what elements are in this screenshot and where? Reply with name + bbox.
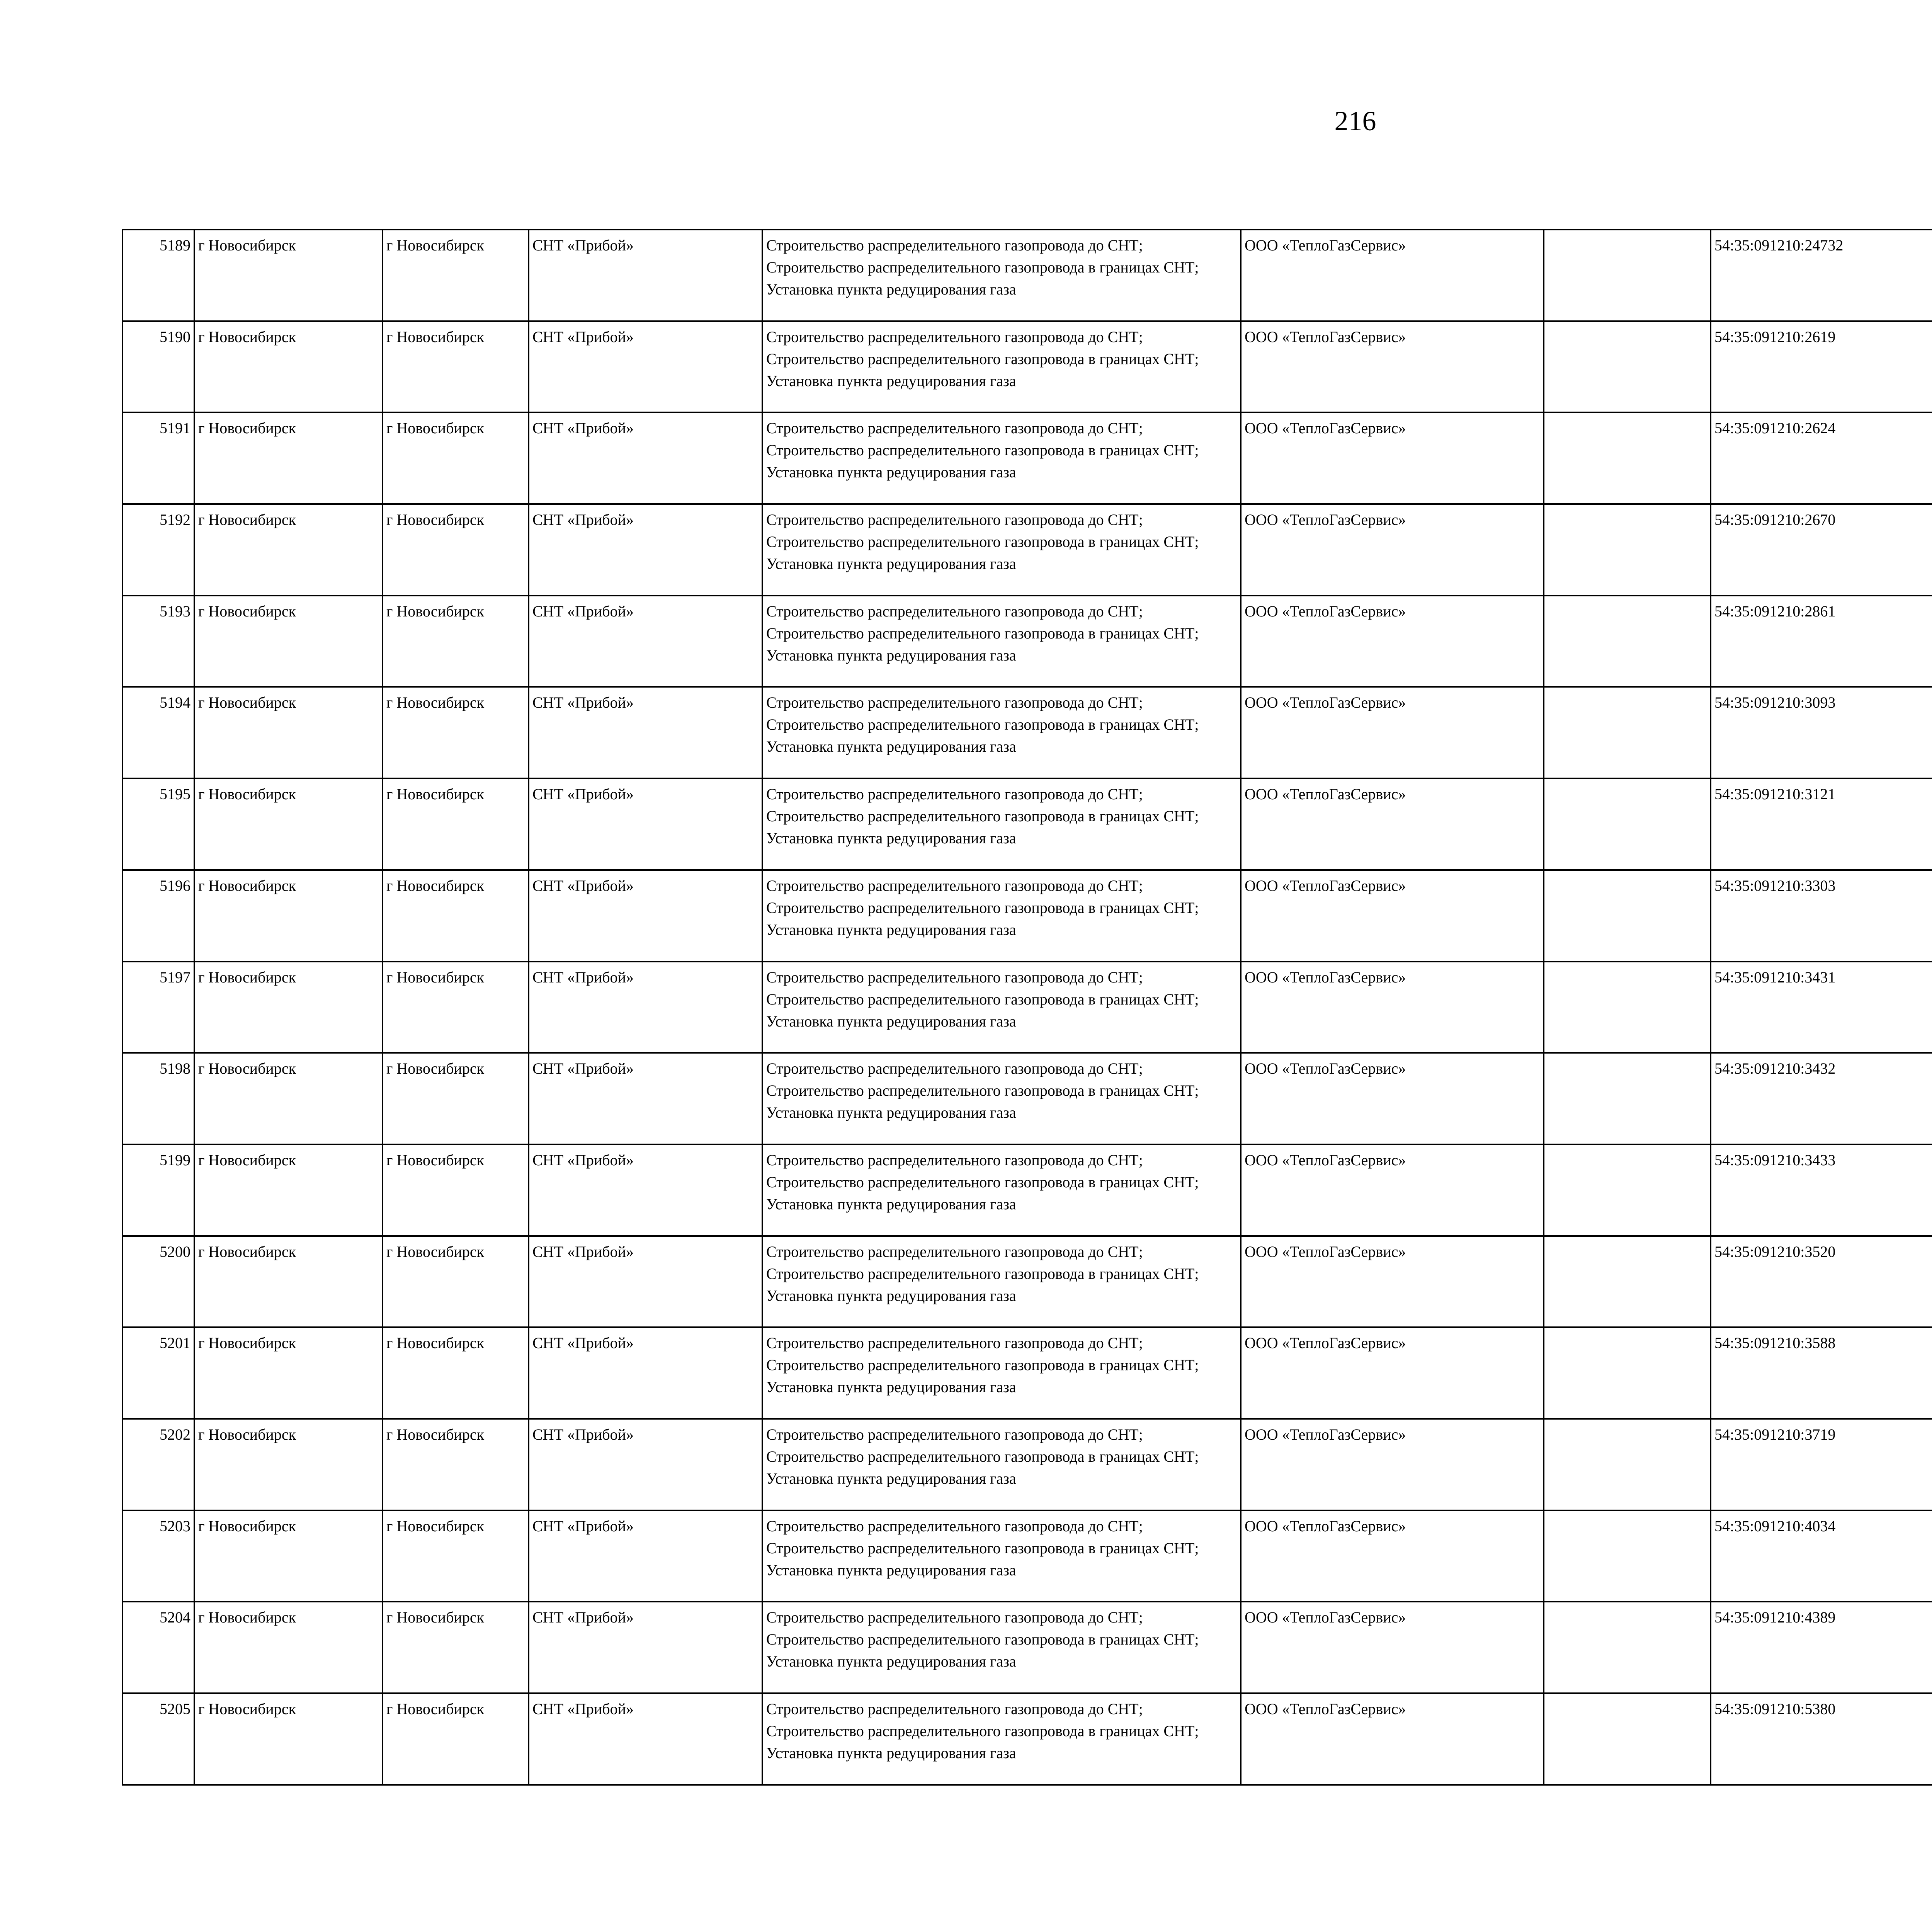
table-row bbox=[122, 321, 1932, 413]
city-cell: г Новосибирск bbox=[383, 1510, 529, 1602]
table-body bbox=[122, 230, 1932, 1785]
row-number-cell: 5199 bbox=[122, 1144, 194, 1236]
row-number-cell: 5197 bbox=[122, 962, 194, 1053]
region-cell: г Новосибирск bbox=[194, 1144, 383, 1236]
snt-name-cell: СНТ «Прибой» bbox=[529, 870, 762, 962]
empty-cell bbox=[1544, 321, 1711, 413]
table-row bbox=[122, 504, 1932, 596]
cadastral-number-cell: 54:35:091210:3432 bbox=[1711, 1053, 1932, 1144]
row-number-cell: 5191 bbox=[122, 412, 194, 504]
work-description-cell: Строительство распределительного газопровода до СНТ; Строительство распределительного газопровода в границах СНТ; Установка пункта редуцирования газа bbox=[762, 230, 1241, 321]
empty-cell bbox=[1544, 230, 1711, 321]
region-cell: г Новосибирск bbox=[194, 1236, 383, 1328]
empty-cell bbox=[1544, 504, 1711, 596]
region-cell: г Новосибирск bbox=[194, 504, 383, 596]
work-description-cell: Строительство распределительного газопровода до СНТ; Строительство распределительного газопровода в границах СНТ; Установка пункта редуцирования газа bbox=[762, 596, 1241, 687]
region-cell: г Новосибирск bbox=[194, 1419, 383, 1510]
snt-name-cell: СНТ «Прибой» bbox=[529, 1693, 762, 1785]
snt-name-cell: СНТ «Прибой» bbox=[529, 1144, 762, 1236]
empty-cell bbox=[1544, 1510, 1711, 1602]
city-cell: г Новосибирск bbox=[383, 1602, 529, 1693]
work-description-cell: Строительство распределительного газопровода до СНТ; Строительство распределительного газопровода в границах СНТ; Установка пункта редуцирования газа bbox=[762, 778, 1241, 870]
region-cell: г Новосибирск bbox=[194, 412, 383, 504]
table-row bbox=[122, 962, 1932, 1053]
table-row bbox=[122, 1693, 1932, 1785]
page-number: 216 bbox=[1334, 106, 1376, 136]
table-row bbox=[122, 1236, 1932, 1328]
city-cell: г Новосибирск bbox=[383, 504, 529, 596]
work-description-cell: Строительство распределительного газопровода до СНТ; Строительство распределительного газопровода в границах СНТ; Установка пункта редуцирования газа bbox=[762, 1510, 1241, 1602]
work-description-cell: Строительство распределительного газопровода до СНТ; Строительство распределительного газопровода в границах СНТ; Установка пункта редуцирования газа bbox=[762, 1693, 1241, 1785]
organization-cell: ООО «ТеплоГазСервис» bbox=[1241, 412, 1544, 504]
work-description-cell: Строительство распределительного газопровода до СНТ; Строительство распределительного газопровода в границах СНТ; Установка пункта редуцирования газа bbox=[762, 1236, 1241, 1328]
city-cell: г Новосибирск bbox=[383, 412, 529, 504]
empty-cell bbox=[1544, 687, 1711, 778]
work-description-cell: Строительство распределительного газопровода до СНТ; Строительство распределительного газопровода в границах СНТ; Установка пункта редуцирования газа bbox=[762, 1602, 1241, 1693]
work-description-cell: Строительство распределительного газопровода до СНТ; Строительство распределительного газопровода в границах СНТ; Установка пункта редуцирования газа bbox=[762, 1144, 1241, 1236]
city-cell: г Новосибирск bbox=[383, 1693, 529, 1785]
work-description-cell: Строительство распределительного газопровода до СНТ; Строительство распределительного газопровода в границах СНТ; Установка пункта редуцирования газа bbox=[762, 412, 1241, 504]
row-number-cell: 5192 bbox=[122, 504, 194, 596]
organization-cell: ООО «ТеплоГазСервис» bbox=[1241, 1602, 1544, 1693]
row-number-cell: 5202 bbox=[122, 1419, 194, 1510]
snt-name-cell: СНТ «Прибой» bbox=[529, 230, 762, 321]
work-description-cell: Строительство распределительного газопровода до СНТ; Строительство распределительного газопровода в границах СНТ; Установка пункта редуцирования газа bbox=[762, 1327, 1241, 1419]
region-cell: г Новосибирск bbox=[194, 870, 383, 962]
empty-cell bbox=[1544, 1053, 1711, 1144]
work-description-cell: Строительство распределительного газопровода до СНТ; Строительство распределительного газопровода в границах СНТ; Установка пункта редуцирования газа bbox=[762, 504, 1241, 596]
city-cell: г Новосибирск bbox=[383, 962, 529, 1053]
snt-name-cell: СНТ «Прибой» bbox=[529, 687, 762, 778]
cadastral-number-cell: 54:35:091210:3719 bbox=[1711, 1419, 1932, 1510]
organization-cell: ООО «ТеплоГазСервис» bbox=[1241, 321, 1544, 413]
city-cell: г Новосибирск bbox=[383, 1236, 529, 1328]
row-number-cell: 5193 bbox=[122, 596, 194, 687]
snt-name-cell: СНТ «Прибой» bbox=[529, 504, 762, 596]
organization-cell: ООО «ТеплоГазСервис» bbox=[1241, 1693, 1544, 1785]
snt-name-cell: СНТ «Прибой» bbox=[529, 1602, 762, 1693]
table-row bbox=[122, 1144, 1932, 1236]
cadastral-number-cell: 54:35:091210:24732 bbox=[1711, 230, 1932, 321]
cadastral-number-cell: 54:35:091210:3303 bbox=[1711, 870, 1932, 962]
region-cell: г Новосибирск bbox=[194, 230, 383, 321]
organization-cell: ООО «ТеплоГазСервис» bbox=[1241, 1236, 1544, 1328]
empty-cell bbox=[1544, 596, 1711, 687]
snt-name-cell: СНТ «Прибой» bbox=[529, 412, 762, 504]
row-number-cell: 5194 bbox=[122, 687, 194, 778]
organization-cell: ООО «ТеплоГазСервис» bbox=[1241, 1053, 1544, 1144]
snt-name-cell: СНТ «Прибой» bbox=[529, 1419, 762, 1510]
row-number-cell: 5196 bbox=[122, 870, 194, 962]
city-cell: г Новосибирск bbox=[383, 230, 529, 321]
table-row bbox=[122, 1510, 1932, 1602]
table-row bbox=[122, 1327, 1932, 1419]
organization-cell: ООО «ТеплоГазСервис» bbox=[1241, 230, 1544, 321]
cadastral-number-cell: 54:35:091210:3121 bbox=[1711, 778, 1932, 870]
row-number-cell: 5195 bbox=[122, 778, 194, 870]
city-cell: г Новосибирск bbox=[383, 1053, 529, 1144]
empty-cell bbox=[1544, 870, 1711, 962]
organization-cell: ООО «ТеплоГазСервис» bbox=[1241, 596, 1544, 687]
table-row bbox=[122, 778, 1932, 870]
snt-name-cell: СНТ «Прибой» bbox=[529, 962, 762, 1053]
city-cell: г Новосибирск bbox=[383, 870, 529, 962]
row-number-cell: 5189 bbox=[122, 230, 194, 321]
table-row bbox=[122, 412, 1932, 504]
cadastral-number-cell: 54:35:091210:3431 bbox=[1711, 962, 1932, 1053]
snt-name-cell: СНТ «Прибой» bbox=[529, 1327, 762, 1419]
table-row bbox=[122, 1602, 1932, 1693]
cadastral-number-cell: 54:35:091210:3093 bbox=[1711, 687, 1932, 778]
city-cell: г Новосибирск bbox=[383, 1144, 529, 1236]
city-cell: г Новосибирск bbox=[383, 596, 529, 687]
snt-name-cell: СНТ «Прибой» bbox=[529, 778, 762, 870]
organization-cell: ООО «ТеплоГазСервис» bbox=[1241, 962, 1544, 1053]
table-row bbox=[122, 1419, 1932, 1510]
work-description-cell: Строительство распределительного газопровода до СНТ; Строительство распределительного газопровода в границах СНТ; Установка пункта редуцирования газа bbox=[762, 1053, 1241, 1144]
cadastral-number-cell: 54:35:091210:4389 bbox=[1711, 1602, 1932, 1693]
cadastral-number-cell: 54:35:091210:4034 bbox=[1711, 1510, 1932, 1602]
cadastral-number-cell: 54:35:091210:3588 bbox=[1711, 1327, 1932, 1419]
city-cell: г Новосибирск bbox=[383, 1419, 529, 1510]
table-row bbox=[122, 687, 1932, 778]
city-cell: г Новосибирск bbox=[383, 321, 529, 413]
snt-name-cell: СНТ «Прибой» bbox=[529, 1510, 762, 1602]
region-cell: г Новосибирск bbox=[194, 321, 383, 413]
cadastral-number-cell: 54:35:091210:2624 bbox=[1711, 412, 1932, 504]
row-number-cell: 5204 bbox=[122, 1602, 194, 1693]
empty-cell bbox=[1544, 1236, 1711, 1328]
row-number-cell: 5198 bbox=[122, 1053, 194, 1144]
row-number-cell: 5205 bbox=[122, 1693, 194, 1785]
row-number-cell: 5203 bbox=[122, 1510, 194, 1602]
work-description-cell: Строительство распределительного газопровода до СНТ; Строительство распределительного газопровода в границах СНТ; Установка пункта редуцирования газа bbox=[762, 870, 1241, 962]
cadastral-number-cell: 54:35:091210:2861 bbox=[1711, 596, 1932, 687]
gasification-table bbox=[122, 229, 1932, 1786]
cadastral-number-cell: 54:35:091210:2670 bbox=[1711, 504, 1932, 596]
region-cell: г Новосибирск bbox=[194, 1053, 383, 1144]
cadastral-number-cell: 54:35:091210:3433 bbox=[1711, 1144, 1932, 1236]
organization-cell: ООО «ТеплоГазСервис» bbox=[1241, 687, 1544, 778]
empty-cell bbox=[1544, 412, 1711, 504]
snt-name-cell: СНТ «Прибой» bbox=[529, 1236, 762, 1328]
organization-cell: ООО «ТеплоГазСервис» bbox=[1241, 1419, 1544, 1510]
snt-name-cell: СНТ «Прибой» bbox=[529, 321, 762, 413]
organization-cell: ООО «ТеплоГазСервис» bbox=[1241, 1327, 1544, 1419]
row-number-cell: 5200 bbox=[122, 1236, 194, 1328]
organization-cell: ООО «ТеплоГазСервис» bbox=[1241, 504, 1544, 596]
region-cell: г Новосибирск bbox=[194, 778, 383, 870]
region-cell: г Новосибирск bbox=[194, 962, 383, 1053]
table-row bbox=[122, 596, 1932, 687]
organization-cell: ООО «ТеплоГазСервис» bbox=[1241, 1510, 1544, 1602]
row-number-cell: 5201 bbox=[122, 1327, 194, 1419]
city-cell: г Новосибирск bbox=[383, 1327, 529, 1419]
empty-cell bbox=[1544, 962, 1711, 1053]
region-cell: г Новосибирск bbox=[194, 1510, 383, 1602]
city-cell: г Новосибирск bbox=[383, 778, 529, 870]
empty-cell bbox=[1544, 1144, 1711, 1236]
empty-cell bbox=[1544, 1327, 1711, 1419]
cadastral-number-cell: 54:35:091210:3520 bbox=[1711, 1236, 1932, 1328]
region-cell: г Новосибирск bbox=[194, 1693, 383, 1785]
snt-name-cell: СНТ «Прибой» bbox=[529, 596, 762, 687]
organization-cell: ООО «ТеплоГазСервис» bbox=[1241, 778, 1544, 870]
work-description-cell: Строительство распределительного газопровода до СНТ; Строительство распределительного газопровода в границах СНТ; Установка пункта редуцирования газа bbox=[762, 1419, 1241, 1510]
table-row bbox=[122, 870, 1932, 962]
region-cell: г Новосибирск bbox=[194, 1602, 383, 1693]
work-description-cell: Строительство распределительного газопровода до СНТ; Строительство распределительного газопровода в границах СНТ; Установка пункта редуцирования газа bbox=[762, 321, 1241, 413]
empty-cell bbox=[1544, 1693, 1711, 1785]
empty-cell bbox=[1544, 778, 1711, 870]
region-cell: г Новосибирск bbox=[194, 596, 383, 687]
table-row bbox=[122, 230, 1932, 321]
empty-cell bbox=[1544, 1602, 1711, 1693]
snt-name-cell: СНТ «Прибой» bbox=[529, 1053, 762, 1144]
empty-cell bbox=[1544, 1419, 1711, 1510]
organization-cell: ООО «ТеплоГазСервис» bbox=[1241, 1144, 1544, 1236]
row-number-cell: 5190 bbox=[122, 321, 194, 413]
work-description-cell: Строительство распределительного газопровода до СНТ; Строительство распределительного газопровода в границах СНТ; Установка пункта редуцирования газа bbox=[762, 962, 1241, 1053]
organization-cell: ООО «ТеплоГазСервис» bbox=[1241, 870, 1544, 962]
region-cell: г Новосибирск bbox=[194, 687, 383, 778]
table-row bbox=[122, 1053, 1932, 1144]
city-cell: г Новосибирск bbox=[383, 687, 529, 778]
work-description-cell: Строительство распределительного газопровода до СНТ; Строительство распределительного газопровода в границах СНТ; Установка пункта редуцирования газа bbox=[762, 687, 1241, 778]
cadastral-number-cell: 54:35:091210:5380 bbox=[1711, 1693, 1932, 1785]
region-cell: г Новосибирск bbox=[194, 1327, 383, 1419]
cadastral-number-cell: 54:35:091210:2619 bbox=[1711, 321, 1932, 413]
